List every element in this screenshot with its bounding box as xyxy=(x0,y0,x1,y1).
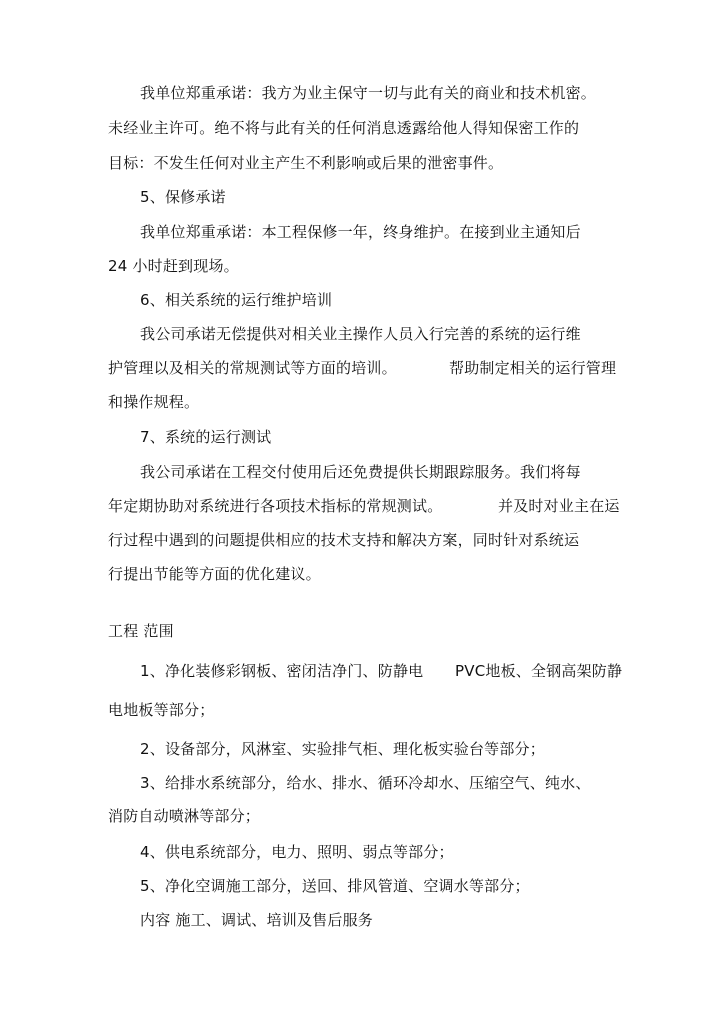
paragraph-training-line-2b: 帮助制定相关的运行管理 xyxy=(449,359,617,377)
section-heading-testing: 7、系统的运行测试 xyxy=(140,428,272,446)
paragraph-training-line-2a: 护管理以及相关的常规测试等方面的培训。 xyxy=(108,359,397,377)
paragraph-warranty-line-2: 24 小时赶到现场。 xyxy=(108,257,239,275)
scope-item-3: 3、给排水系统部分，给水、排水、循环冷却水、压缩空气、纯水、 xyxy=(140,774,591,792)
scope-content-line: 内容 施工、调试、培训及售后服务 xyxy=(140,911,373,929)
paragraph-testing-line-2a: 年定期协助对系统进行各项技术指标的常规测试。 xyxy=(108,497,443,515)
paragraph-training-line-1: 我公司承诺无偿提供对相关业主操作人员入行完善的系统的运行维 xyxy=(140,325,581,343)
scope-item-2: 2、设备部分，风淋室、实验排气柜、理化板实验台等部分； xyxy=(140,740,545,758)
paragraph-testing-line-4: 行提出节能等方面的优化建议。 xyxy=(108,565,321,583)
paragraph-testing-line-3: 行过程中遇到的问题提供相应的技术支持和解决方案，同时针对系统运 xyxy=(108,531,580,549)
scope-item-1a: 1、净化装修彩钢板、密闭洁净门、防静电 xyxy=(140,662,424,680)
scope-item-4: 4、供电系统部分，电力、照明、弱点等部分； xyxy=(140,843,454,861)
scope-item-1b: PVC地板、全钢高架防静 xyxy=(455,662,623,680)
paragraph-testing-line-1: 我公司承诺在工程交付使用后还免费提供长期跟踪服务。我们将每 xyxy=(140,463,581,481)
section-heading-training: 6、相关系统的运行维护培训 xyxy=(140,291,333,309)
paragraph-confidentiality-line-2: 未经业主许可。绝不将与此有关的任何消息透露给他人得知保密工作的 xyxy=(108,119,580,137)
scope-item-5: 5、净化空调施工部分，送回、排风管道、空调水等部分； xyxy=(140,877,530,895)
scope-item-3-continued: 消防自动喷淋等部分； xyxy=(108,807,261,825)
section-heading-warranty: 5、保修承诺 xyxy=(140,188,226,206)
paragraph-testing-line-2b: 并及时对业主在运 xyxy=(498,497,620,515)
paragraph-training-line-3: 和操作规程。 xyxy=(108,393,200,411)
scope-item-1-continued: 电地板等部分； xyxy=(108,701,215,719)
paragraph-warranty-line-1: 我单位郑重承诺：本工程保修一年，终身维护。在接到业主通知后 xyxy=(140,223,581,241)
paragraph-confidentiality-line-1: 我单位郑重承诺：我方为业主保守一切与此有关的商业和技术机密。 xyxy=(140,84,597,102)
section-heading-scope: 工程 范围 xyxy=(108,622,174,640)
paragraph-confidentiality-line-3: 目标：不发生任何对业主产生不利影响或后果的泄密事件。 xyxy=(108,154,504,172)
